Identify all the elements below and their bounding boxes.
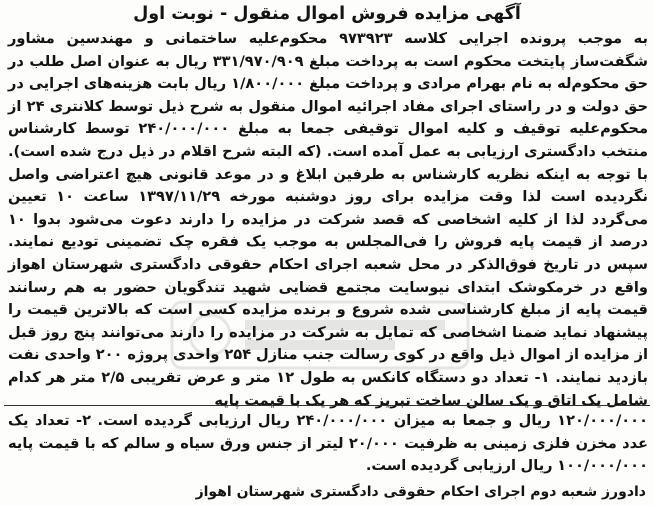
notice-continuation: ۱۲۰/۰۰۰/۰۰۰ ریال و جمعا به میزان ۲۴۰/۰۰۰/۰۰۰ ریال ارزیابی گردیده است. ۲- تعداد یک عدد مخزن فلزی زمینی به ظرفیت ۲۰/۰۰۰ لیتر از جنس ورق سیاه و سالم که با قیمت پایه ۱۰۰/۰۰۰/۰۰۰ ریال ارزیابی گردیده است.	[8, 412, 648, 475]
notice-signature: دادورز شعبه دوم اجرای احکام حقوقی دادگستری شهرستان اهواز	[195, 484, 646, 500]
notice-title: آگهی مزایده فروش اموال منقول - نوبت اول	[133, 4, 521, 24]
section-divider	[4, 405, 650, 406]
notice-body: به موجب پرونده اجرایی کلاسه ۹۷۳۹۲۳ محکوم‌علیه ساختمانی و مهندسین مشاور شگفت‌ساز پایتخت محکوم است به پرداخت مبلغ ۳۳۱/۹۷۰/۹۰۹ ریال به عنوان اصل طلب در حق محکوم‌له به نام بهرام مرادی و پرداخت مبلغ ۱/۸۰۰/۰۰۰ ریال بابت هزینه‌های اجرایی در حق دولت و در راستای اجرای مفاد اجرائیه اموال منقول به شرح ذیل توسط کلانتری ۲۴ از محکوم‌علیه توقیف و کلیه اموال توقیفی جمعا به مبلغ ۲۴۰/۰۰۰/۰۰۰ توسط کارشناس منتخب دادگستری ارزیابی به عمل آمده است. (که البته شرح اقلام در ذیل درج شده است). با توجه به اینکه نظریه کارشناس به طرفین ابلاغ و در موعد قانونی هیچ اعتراضی واصل نگردیده است لذا وقت مزایده برای روز دوشنبه مورخه ۱۳۹۷/۱۱/۲۹ ساعت ۱۰ تعیین می‌گردد لذا از کلیه اشخاصی که قصد شرکت در مزایده را دارند دعوت می‌شود بدوا ۱۰ درصد از قیمت پایه فروش را فی‌المجلس به موجب یک فقره چک تضمینی تودیع نمایند. سپس در تاریخ فوق‌الذکر در محل شعبه اجرای احکام حقوقی دادگستری شهرستان اهواز واقع در خرمکوشک ابتدای نیوسایت مجتمع قضایی شهید تندگویان حضور به هم رسانند قیمت پایه از مبلغ کارشناسی شده شروع و برنده مزایده کسی است که بالاترین قیمت را پیشنهاد نماید ضمنا اشخاصی که تمایل به شرکت در مزایده را دارند می‌توانند پنج روز قبل از مزایده از اموال ذیل واقع در کوی رسالت جنب منازل ۲۵۴ واحدی پروژه ۲۰۰ واحدی نفت بازدید نمایند. ۱- تعداد دو دستگاه کانکس به طول ۱۲ متر و عرض تقریبی ۲/۵ متر هر کدام شامل یک اتاق و یک سالن ساخت تبریز که هر یک با قیمت پایه	[8, 30, 649, 409]
